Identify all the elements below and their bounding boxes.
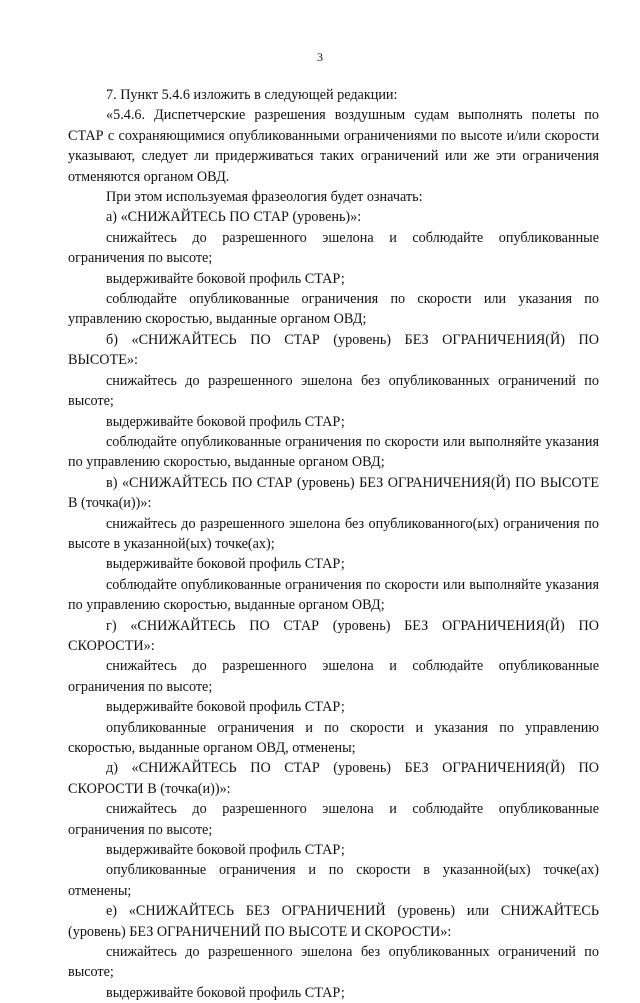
paragraph: снижайтесь до разрешенного эшелона и соблюдайте опубликованные ограничения по высоте; xyxy=(68,229,599,267)
paragraph: в) «СНИЖАЙТЕСЬ ПО СТАР (уровень) БЕЗ ОГРАНИЧЕНИЯ(Й) ПО ВЫСОТЕ В (точка(и))»: xyxy=(68,474,599,512)
paragraph: 7. Пункт 5.4.6 изложить в следующей редакции: xyxy=(106,87,398,103)
paragraph: снижайтесь до разрешенного эшелона и соблюдайте опубликованные ограничения по высоте; xyxy=(68,658,599,695)
paragraph: опубликованные ограничения и по скорости и указания по управлению скоростью, выданные органом ОВД, отменены; xyxy=(68,719,599,756)
paragraph: выдерживайте боковой профиль СТАР; xyxy=(106,984,345,1001)
paragraph: е) «СНИЖАЙТЕСЬ БЕЗ ОГРАНИЧЕНИЙ (уровень) или СНИЖАЙТЕСЬ (уровень) БЕЗ ОГРАНИЧЕНИЙ ПО ВЫСОТЕ И СКОРОСТИ»: xyxy=(68,903,599,940)
paragraph: г) «СНИЖАЙТЕСЬ ПО СТАР (уровень) БЕЗ ОГРАНИЧЕНИЯ(Й) ПО СКОРОСТИ»: xyxy=(68,617,599,654)
page-number: 3 xyxy=(317,50,323,64)
paragraph: соблюдайте опубликованные ограничения по скорости или выполняйте указания по управлению скоростью, выданные органом ОВД; xyxy=(68,576,599,614)
paragraph: б) «СНИЖАЙТЕСЬ ПО СТАР (уровень) БЕЗ ОГРАНИЧЕНИЯ(Й) ПО ВЫСОТЕ»: xyxy=(68,331,599,369)
document-body xyxy=(68,85,599,1003)
paragraph: При этом используемая фразеология будет означать: xyxy=(106,189,423,206)
paragraph: опубликованные ограничения и по скорости в указанной(ых) точке(ах) отменены; xyxy=(68,862,599,899)
paragraph: снижайтесь до разрешенного эшелона без опубликованных ограничений по высоте; xyxy=(68,944,599,981)
paragraph: выдерживайте боковой профиль СТАР; xyxy=(106,556,345,573)
paragraph: выдерживайте боковой профиль СТАР; xyxy=(106,413,345,430)
paragraph: д) «СНИЖАЙТЕСЬ ПО СТАР (уровень) БЕЗ ОГРАНИЧЕНИЯ(Й) ПО СКОРОСТИ В (точка(и))»: xyxy=(68,760,599,797)
paragraph: «5.4.6. Диспетчерские разрешения воздушным судам выполнять полеты по СТАР с сохраняющимися опубликованными ограничениями по высоте и/или скорости указывают, следует ли придерживаться таких ограничений или же эти ограничения отменяются органом ОВД. xyxy=(68,107,599,185)
paragraph: снижайтесь до разрешенного эшелона без опубликованных ограничений по высоте; xyxy=(68,372,599,410)
paragraph: выдерживайте боковой профиль СТАР; xyxy=(106,270,345,287)
paragraph: выдерживайте боковой профиль СТАР; xyxy=(106,699,345,716)
paragraph: снижайтесь до разрешенного эшелона и соблюдайте опубликованные ограничения по высоте; xyxy=(68,801,599,838)
paragraph: выдерживайте боковой профиль СТАР; xyxy=(106,842,345,859)
paragraph: а) «СНИЖАЙТЕСЬ ПО СТАР (уровень)»: xyxy=(106,209,362,226)
paragraph: соблюдайте опубликованные ограничения по скорости или указания по управлению скоростью, выданные органом ОВД; xyxy=(68,291,599,328)
paragraph: соблюдайте опубликованные ограничения по скорости или выполняйте указания по управлению скоростью, выданные органом ОВД; xyxy=(68,433,599,471)
paragraph: снижайтесь до разрешенного эшелона без опубликованного(ых) ограничения по высоте в указанной(ых) точке(ах); xyxy=(68,515,599,552)
